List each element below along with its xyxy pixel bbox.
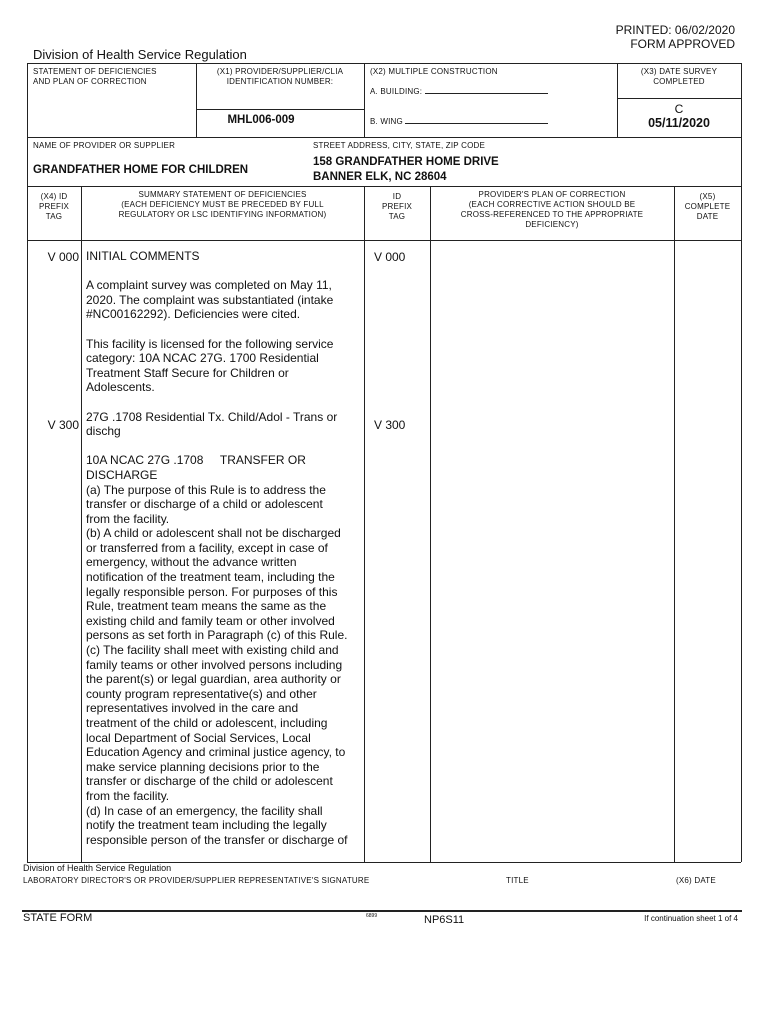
address-label: STREET ADDRESS, CITY, STATE, ZIP CODE xyxy=(313,141,486,150)
wing-blank xyxy=(405,114,548,124)
table-row-divider xyxy=(27,137,741,138)
provider-name-label: NAME OF PROVIDER OR SUPPLIER xyxy=(33,141,176,150)
deficiency-summary xyxy=(86,249,362,847)
provider-address: 158 GRANDFATHER HOME DRIVE BANNER ELK, NC 28604 xyxy=(313,156,499,183)
x4-header: (X4) ID PREFIX TAG xyxy=(38,192,70,221)
tag-v300-right: V 300 xyxy=(374,418,406,432)
survey-date: 05/11/2020 xyxy=(648,116,710,130)
license-paragraph: This facility is licensed for the following service category: 10A NCAC 27G. 1700 Residential Treatment Staff Secure for Children or Adolescents. xyxy=(86,336,334,395)
provider-name: GRANDFATHER HOME FOR CHILDREN xyxy=(33,164,249,176)
state-form-label: STATE FORM xyxy=(23,912,93,924)
col-divider xyxy=(364,186,365,862)
event-id: NP6S11 xyxy=(424,914,465,926)
x2-label: (X2) MULTIPLE CONSTRUCTION xyxy=(370,67,498,76)
summary-header: SUMMARY STATEMENT OF DEFICIENCIES (EACH DEFICIENCY MUST BE PRECEDED BY FULL REGULATORY OR LSC IDENTIFYING INFORMATION) xyxy=(118,190,327,219)
table-row-divider xyxy=(27,240,741,241)
col-divider xyxy=(81,186,82,862)
initial-comments-heading: INITIAL COMMENTS xyxy=(86,249,200,263)
table-row-divider xyxy=(27,186,741,187)
col-divider xyxy=(674,186,675,862)
tag-v300: V 300 xyxy=(47,418,79,432)
x3-divider xyxy=(617,98,741,99)
x6-date-label: (X6) DATE xyxy=(676,876,716,885)
survey-code: C xyxy=(674,102,684,116)
col-divider xyxy=(430,186,431,862)
left-border xyxy=(27,63,28,862)
printed-date: PRINTED: 06/02/2020 xyxy=(615,23,735,37)
complaint-paragraph: A complaint survey was completed on May 11, 2020. The complaint was substantiated (intake #NC00162292). Deficiencies were cited. xyxy=(86,278,334,322)
footer-rule xyxy=(22,910,742,912)
id-prefix-header: ID PREFIX TAG xyxy=(381,192,413,221)
right-border xyxy=(741,63,742,862)
tag-v000-right: V 000 xyxy=(374,250,406,264)
wing-field: B. WING xyxy=(370,114,548,127)
x1-divider xyxy=(196,109,364,110)
title-label: TITLE xyxy=(506,876,529,885)
v300-title: 27G .1708 Residential Tx. Child/Adol - Trans or dischg xyxy=(86,409,338,439)
tag-v000: V 000 xyxy=(47,250,79,264)
x1-label: (X1) PROVIDER/SUPPLIER/CLIA IDENTIFICATION NUMBER: xyxy=(216,67,344,86)
building-field: A. BUILDING: xyxy=(370,84,548,97)
division-title: Division of Health Service Regulation xyxy=(33,47,247,62)
statement-label: STATEMENT OF DEFICIENCIES AND PLAN OF CORRECTION xyxy=(33,67,157,86)
x3-label: (X3) DATE SURVEY COMPLETED xyxy=(640,67,718,86)
rule-text: 10A NCAC 27G .1708 TRANSFER OR DISCHARGE (a) The purpose of this Rule is to address the transfer or discharge of a child or adolescent from the facility. (b) A child or adolescent shall not be discharged or transferred from a facility, except in case of emergency, without the advance written notification of the treatment team, including the legally responsible person. For purposes of this Rule, treatment team means the same as the existing child and family team or other involved persons as set forth in Paragraph (c) of this Rule. (c) The facility shall meet with existing child and family teams or other involved persons including the parent(s) or legal guardian, area authority or county program representative(s) and other representatives involved in the care and treatment of the child or adolescent, including local Department of Social Services, Local Education Agency and criminal justice agency, to make service planning decisions prior to the transfer or discharge of the child or adolescent from the facility. (d) In case of an emergency, the facility shall notify the treatment team including the legally responsible person of the transfer or discharge of xyxy=(86,453,348,847)
continuation-sheet: If continuation sheet 1 of 4 xyxy=(644,914,738,923)
form-code: 6899 xyxy=(366,913,378,919)
x5-header: (X5) COMPLETE DATE xyxy=(684,192,731,221)
signature-label: LABORATORY DIRECTOR'S OR PROVIDER/SUPPLIER REPRESENTATIVE'S SIGNATURE xyxy=(23,876,370,885)
table-top-border xyxy=(27,63,741,64)
col-divider xyxy=(364,63,365,137)
provider-id-number: MHL006-009 xyxy=(227,114,295,126)
form-approved: FORM APPROVED xyxy=(630,37,735,51)
footer-division: Division of Health Service Regulation xyxy=(23,863,172,873)
plan-header: PROVIDER'S PLAN OF CORRECTION (EACH CORRECTIVE ACTION SHOULD BE CROSS-REFERENCED TO THE APPROPRIATE DEFICIENCY) xyxy=(460,190,644,229)
building-blank xyxy=(425,84,548,94)
